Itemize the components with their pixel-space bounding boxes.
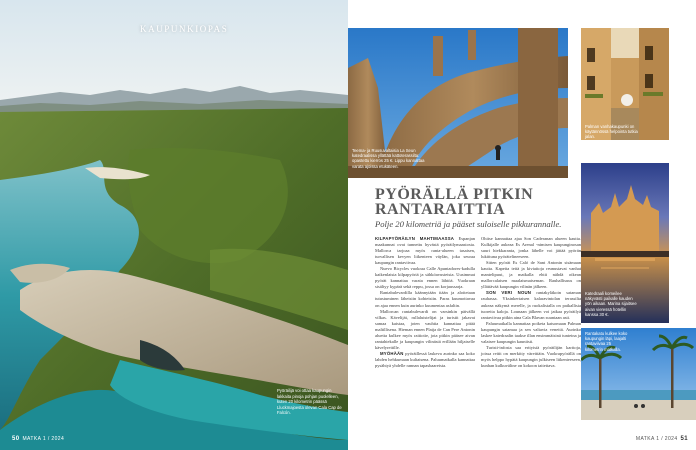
headline-line-2: RANTARAITTIA	[375, 201, 506, 218]
page-number: 51	[680, 436, 688, 442]
page-number: 50	[12, 436, 20, 442]
section-kicker: KAUPUNKIOPAS	[140, 24, 229, 34]
page-folio-right	[636, 436, 688, 442]
article-deck: Polje 20 kilometriä ja pääset suloiselle pikkurannalle.	[375, 219, 562, 229]
paragraph: Sitten pyörät Es Caló de Sant Antonin sisämaan kautta. Kapeita teitä ja kiviaitoja reunustavat vanhat mantelipuut, ja matkalla ehtii nähdä oikean mallorcalaisen maalaismaiseman. Rauhallisuus on yllättävää kaupungin vilinän jälkeen.	[481, 260, 581, 290]
headline-line-1: PYÖRÄLLÄ PITKIN	[375, 186, 534, 203]
magazine-issue: MATKA 1 / 2024	[22, 436, 65, 442]
paragraph	[375, 351, 475, 369]
paragraph-lead: SON VERI NOUN	[486, 290, 532, 296]
cathedral-photo-caption: Teema- ja Ruusuvaltaisia La Seun katedraalissa yllättää kattoterassilta: opastettu kierros 25 €. Lippu kannattaa varata ajoissa etukäteen.	[352, 148, 425, 169]
paragraph: Turisti-infosta saa erityisiä pyöräilijän karttoja, joissa reitit on merkitty väreittäin. Vuokrapyörällä on myös helppo hypätä kaupungin julkiseen liikenteeseen, kunhan kulkuväline on kokoon taitettava.	[481, 344, 581, 368]
article-headline	[375, 187, 575, 217]
paragraph-lead: KILPAPYÖRÄILYN MAHTIMAASSA	[375, 236, 455, 241]
paragraph-text: rantakyläkoin sataman rauhassa. Yksinkertaisen kalaravintolan terassilta aukeaa näkymä merelle, ja ruokalistalla on paikallisia tuoreita kaloja. Lounaan jälkeen voi jatkaa pyöräilyä rantaviivaa pitkin aina Cala Blavan suuntaan asti.	[481, 290, 581, 320]
paragraph	[481, 290, 581, 320]
old-town-photo-caption: Palman vanhakaupunki on käytännössä helpointa tutkia jalan.	[585, 124, 638, 140]
paragraph-lead: MYÖHÄÄN	[380, 350, 404, 356]
paragraph-text: Espanjan maakunnat ovat tunnettu hyvästä pyöräilymaastosta. Mallorca tarjoaa myös ranta-alueen tasaisen, turvallisen kevyen liikenteen väylän, joka seuraa kaupungin rantaviivaa.	[375, 236, 475, 266]
paragraph	[375, 236, 475, 266]
paragraph: Paluumatkalla kannattaa poiketa katsomaan Palman kaupungin satamaa ja sen valtavia veneitä. Aurinko laskee katedraalin taakse illan ensimmäisinä tunteina ja valaisee kaupungin kauniisti.	[481, 320, 581, 344]
magazine-issue: MATKA 1 / 2024	[635, 436, 678, 442]
article-column-2	[481, 236, 581, 369]
article-column-1	[375, 236, 475, 369]
right-page	[348, 0, 696, 450]
photo-caption: Pyöräilijä voi ottaa kaupungin lakkaita pinoja pohjan puolelleen, kuten 20 kilometrin päässä Lluckmajoesta olevan Cala Cap de Falcón.	[277, 388, 342, 416]
paragraph: Mallorcan rantabulevardi on varsinkin päivällä vilkas. Kävelijät, rullaluistelijat ja turistit jakavat samaa kaistaa, joten vauhtia kannattaa pitää maltillisena. Hieman ennen Platja de Can Pere Antonin aluetta kulkee myös raitiotie, jota pitkin pääsee aivan rantahiekalle ja kaupungin vilinästä erillään hiljaiselle kävelyreitille.	[375, 308, 475, 350]
paragraph: Rantabulevardilla käännytään itään ja aloitetaan tutustuminen läheisiin kohteisiin. Paras kuumottavaa on ajaa ennen kuin aurinko kuumentaa asfaltin.	[375, 290, 475, 308]
paragraph: Nuevo Bicycles vuokraa Calle Apuntadores-kadulla kaikenlaisia kilpapyöriä ja sähköavusteisia. Uusimmat pyörät kannattaa varata ennen lähtöä. Vuokraan sisältyy kypärä sekä reppu, jossa on korjaussarja.	[375, 266, 475, 290]
page-folio-left	[12, 436, 64, 442]
harbour-photo-caption: Katedraali komeilee näkyvästi paikalle kauden yön aikaan. Marina sijaitsee aivan vieressä hotellin kanssa 30 €.	[585, 291, 637, 317]
paragraph-text: pyöräillessä laskeva aurinko saa koko lahden hehkumaan kultaisena. Paluumatkalla kannattaa pysähtyä yhdelle rannan tapasbaareista.	[375, 350, 475, 368]
paragraph: Ohitse kannattaa ajaa Son Caderanan alueen kautta. Kulkijalle aukeaa Es Arenal -nimisen kaupunginosan suuri hiekkaranta, jonka lähelle voi jättää pyörän lukittuna pyörätelineeseen.	[481, 236, 581, 260]
promenade-photo-caption: Rantakatu kulkee koko kaupungin läpi, laajalti rantaviivaa 25 kilometrin matkalla.	[585, 331, 628, 352]
